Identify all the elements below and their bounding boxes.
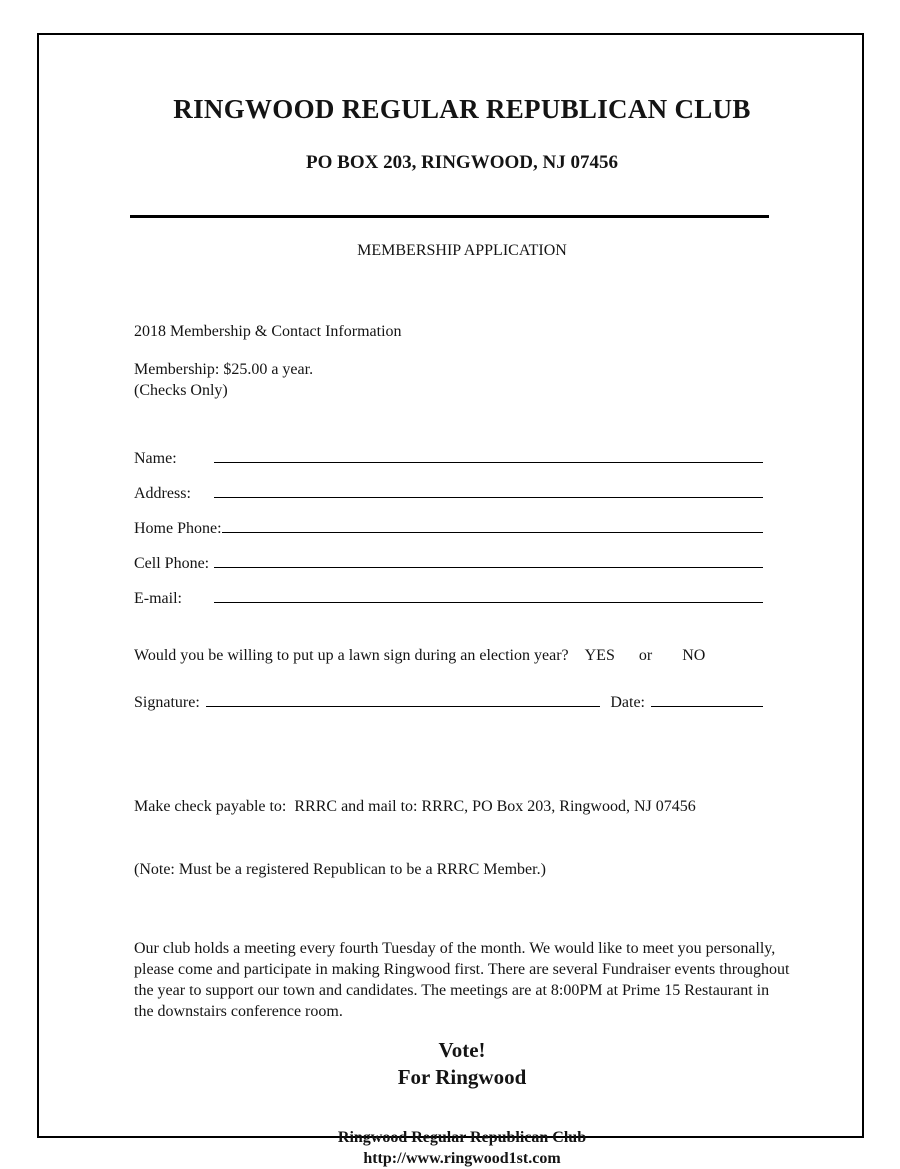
signature-label: Signature: bbox=[134, 694, 200, 711]
field-row-home-phone bbox=[134, 514, 763, 535]
date-blank-line bbox=[651, 688, 763, 707]
vote-slogan bbox=[134, 1037, 790, 1091]
membership-price-block bbox=[134, 359, 790, 401]
name-label: Name: bbox=[134, 450, 177, 467]
document-subtitle: MEMBERSHIP APPLICATION bbox=[357, 242, 567, 259]
document-content bbox=[39, 35, 862, 1169]
payment-instructions-line2: (Note: Must be a registered Republican to be a RRRC Member.) bbox=[134, 861, 546, 878]
home-phone-label: Home Phone: bbox=[134, 520, 222, 537]
membership-year-line: 2018 Membership & Contact Information bbox=[134, 323, 402, 340]
email-blank-line bbox=[214, 584, 763, 603]
checks-only-line: (Checks Only) bbox=[134, 382, 228, 399]
header-divider bbox=[130, 215, 769, 218]
lawn-sign-option-no: NO bbox=[682, 647, 706, 664]
lawn-sign-option-yes: YES bbox=[584, 647, 615, 664]
field-row-name bbox=[134, 444, 763, 465]
contact-fields bbox=[134, 444, 790, 605]
date-label: Date: bbox=[610, 694, 645, 711]
payment-instructions bbox=[134, 754, 790, 922]
signature-blank-line bbox=[206, 688, 601, 707]
lawn-sign-option-or: or bbox=[638, 647, 653, 664]
for-ringwood-line: For Ringwood bbox=[397, 1065, 527, 1089]
vote-line: Vote! bbox=[438, 1038, 486, 1062]
footer-url: http://www.ringwood1st.com bbox=[363, 1150, 561, 1167]
cell-phone-blank-line bbox=[214, 549, 763, 568]
membership-price-line: Membership: $25.00 a year. bbox=[134, 361, 314, 378]
home-phone-blank-line bbox=[222, 514, 763, 533]
email-label: E-mail: bbox=[134, 590, 182, 607]
address-label: Address: bbox=[134, 485, 191, 502]
field-row-email bbox=[134, 584, 763, 605]
field-row-cell-phone bbox=[134, 549, 763, 570]
page-title: RINGWOOD REGULAR REPUBLICAN CLUB bbox=[173, 94, 751, 124]
footer-club-name: Ringwood Regular Republican Club bbox=[337, 1129, 587, 1146]
payment-instructions-line1: Make check payable to: RRRC and mail to: RRRC, PO Box 203, Ringwood, NJ 07456 bbox=[134, 798, 696, 815]
signature-row bbox=[134, 688, 763, 713]
lawn-sign-question-row bbox=[134, 645, 790, 666]
address-blank-line bbox=[214, 479, 763, 498]
club-address: PO BOX 203, RINGWOOD, NJ 07456 bbox=[306, 152, 618, 173]
cell-phone-label: Cell Phone: bbox=[134, 555, 210, 572]
name-blank-line bbox=[214, 444, 763, 463]
document-page-border bbox=[37, 33, 864, 1167]
meeting-info-paragraph: Our club holds a meeting every fourth Tuesday of the month. We would like to meet you personally, please come and participate in making Ringwood first. There are several Fundraiser events throughout the year to support our town and candidates. The meetings are at 8:00PM at Prime 15 Restaurant in the downstairs conference room. bbox=[134, 940, 794, 1020]
footer bbox=[134, 1127, 790, 1169]
lawn-sign-question: Would you be willing to put up a lawn sign during an election year? bbox=[134, 647, 569, 664]
field-row-address bbox=[134, 479, 763, 500]
